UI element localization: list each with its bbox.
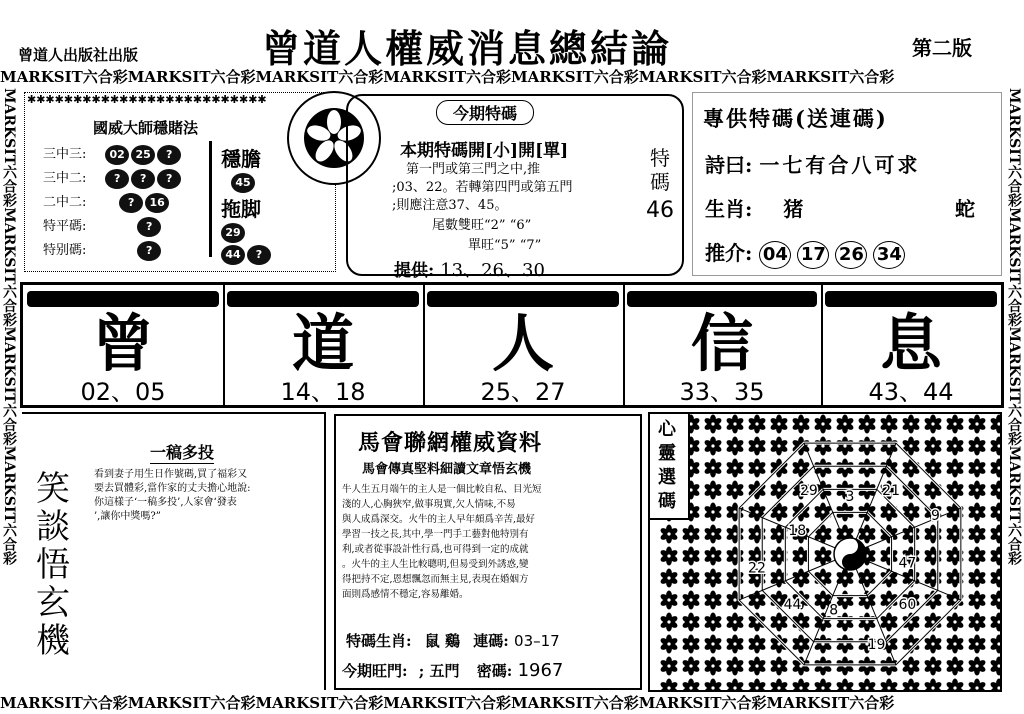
flower-icon <box>945 459 964 478</box>
flower-icon <box>923 547 942 566</box>
flower-icon <box>879 547 898 566</box>
article-line: 得把持不定,恩想飄忽而無主見,表現在婚姻方 <box>342 574 529 585</box>
flower-icon <box>967 613 986 632</box>
flower-icon <box>989 503 1000 522</box>
flower-icon <box>967 635 986 654</box>
flower-icon <box>967 679 986 690</box>
flower-icon <box>703 635 722 654</box>
big-char: 道 <box>291 307 354 380</box>
flower-icon <box>967 459 986 478</box>
ball: 02 <box>105 145 129 165</box>
flower-icon <box>725 635 744 654</box>
row-label: 特平碼: <box>43 219 87 234</box>
flower-icon <box>703 591 722 610</box>
article-line: 與人成爲深交。火牛的主人早年頗爲辛苦,最好 <box>342 514 536 525</box>
flower-icon <box>791 679 810 690</box>
flower-icon <box>967 415 986 434</box>
flower-icon <box>725 591 744 610</box>
big-cell <box>821 285 1001 405</box>
flower-icon <box>725 415 744 434</box>
flower-icon <box>703 569 722 588</box>
joke-panel <box>22 412 326 690</box>
big-cell <box>23 285 225 405</box>
article-line: 。火牛的主人生比較聰明,但易受到外誘惑,變 <box>342 559 529 570</box>
flower-icon <box>857 591 876 610</box>
row-label: 二中二: <box>43 195 87 210</box>
flower-icon <box>835 437 854 456</box>
big-nums: 33、35 <box>679 378 765 406</box>
flower-icon <box>835 591 854 610</box>
flower-icon <box>703 657 722 676</box>
flower-icon <box>967 525 986 544</box>
flower-icon <box>835 613 854 632</box>
divider <box>209 141 212 257</box>
row-tebie <box>43 241 163 261</box>
flower-icon <box>769 679 788 690</box>
poem-label: 詩曰: <box>705 153 753 177</box>
flower-icon <box>725 679 744 690</box>
exclusive-code-panel <box>692 92 1002 276</box>
flower-icon <box>923 525 942 544</box>
ball: ? <box>131 169 155 189</box>
open-line: 本期特碼開[小]開[單] <box>400 141 569 161</box>
flower-icon <box>725 459 744 478</box>
tema-zodiac: 鼠 鷄 <box>424 632 461 650</box>
flower-icon <box>703 613 722 632</box>
recommend-number: 26 <box>835 241 867 269</box>
flower-icon <box>923 481 942 500</box>
tema-label: 特碼 <box>650 146 670 194</box>
flower-icon <box>769 415 788 434</box>
row-label: 三中二: <box>43 171 87 186</box>
yin-yang-icon <box>834 538 866 570</box>
flower-icon <box>681 525 700 544</box>
panel-subtitle: 馬會傳真堅料細讀文章悟玄機 <box>362 462 532 477</box>
flower-icon <box>967 503 986 522</box>
dan-ball: 45 <box>231 173 255 193</box>
page-title: 曾道人權威消息總結論 <box>262 26 673 71</box>
flower-icon <box>879 679 898 690</box>
ball: ? <box>119 193 143 213</box>
text-line: ;03、22。若轉第四門或第五門 <box>392 180 573 195</box>
ball: ? <box>105 169 129 189</box>
flower-icon <box>813 437 832 456</box>
flower-icon <box>879 437 898 456</box>
spirit-label: 心靈選碼 <box>650 414 690 520</box>
top-banner: MARKSIT六合彩MARKSIT六合彩MARKSIT六合彩MARKSIT六合彩MARKSIT六合彩MARKSIT六合彩MARKSIT六合彩 <box>0 68 895 86</box>
flower-icon <box>703 415 722 434</box>
flower-icon <box>967 547 986 566</box>
recommend-number: 04 <box>759 241 791 269</box>
panel-title: 國威大師穩賭法 <box>93 119 199 137</box>
wangmen-label: 今期旺門: <box>342 662 408 680</box>
flower-icon <box>813 459 832 478</box>
joke-line: 要去買體彩,當作家的丈夫擔心地說: <box>94 483 251 494</box>
ball: 44 <box>221 245 245 265</box>
flower-icon <box>901 415 920 434</box>
article <box>342 482 542 602</box>
flower-icon <box>747 459 766 478</box>
flower-icon <box>901 679 920 690</box>
ball: 25 <box>131 145 155 165</box>
ball: 16 <box>145 193 169 213</box>
text-line: 單旺“5” “7” <box>468 238 542 253</box>
panel-heading: 專供特碼(送連碼) <box>703 106 888 131</box>
flower-icon <box>725 657 744 676</box>
ball: ? <box>157 145 181 165</box>
ball-strip <box>627 291 817 307</box>
right-side-banner: MARKSIT六合彩MARKSIT六合彩MARKSIT六合彩MARKSIT六合彩 <box>1006 88 1022 565</box>
wangmen: ; 五門 <box>418 662 460 680</box>
flower-icon <box>703 437 722 456</box>
flower-icon <box>857 415 876 434</box>
star-border: ✱✱✱✱✱✱✱✱✱✱✱✱✱✱✱✱✱✱✱✱✱✱✱✱✱✱ <box>27 93 267 106</box>
joke-title: 一稿多投 <box>150 440 214 464</box>
edition-label: 第二版 <box>912 36 972 60</box>
row-label: 特别碼: <box>43 243 87 258</box>
ball: ? <box>137 241 161 261</box>
special-code-panel <box>346 94 684 281</box>
flower-icon <box>659 547 678 566</box>
ring-number: 29 <box>799 483 818 500</box>
flower-icon <box>989 635 1000 654</box>
flower-icon <box>681 547 700 566</box>
wangmen-line <box>342 660 563 681</box>
big-nums: 14、18 <box>280 378 366 406</box>
provide-label: 提供: <box>394 261 435 281</box>
joke-line: 看到妻子用生日作號碼,買了福彩又 <box>94 469 248 480</box>
row-3in2 <box>43 169 183 189</box>
ball-strip <box>27 291 219 307</box>
flower-icon <box>945 415 964 434</box>
flower-icon <box>967 481 986 500</box>
lianma-label: 連碼: <box>473 632 509 650</box>
flower-icon <box>813 679 832 690</box>
flower-icon <box>879 613 898 632</box>
panel-title: 馬會聯網權威資料 <box>358 430 543 456</box>
row-teping <box>43 217 163 237</box>
flower-icon <box>681 591 700 610</box>
flower-icon <box>769 481 788 500</box>
flower-icon <box>769 437 788 456</box>
article-line: 利,或者從事設計性行爲,也可得到一定的成就 <box>342 544 529 555</box>
flower-icon <box>857 525 876 544</box>
flower-icon <box>725 437 744 456</box>
flower-icon <box>703 481 722 500</box>
flower-icon <box>945 679 964 690</box>
provide-line <box>394 256 545 282</box>
flower-icon <box>989 657 1000 676</box>
ring-number: 18 <box>788 522 807 539</box>
flower-icon <box>923 415 942 434</box>
flower-icon <box>923 657 942 676</box>
flower-icon <box>923 635 942 654</box>
flower-icon <box>923 437 942 456</box>
flower-icon <box>989 591 1000 610</box>
flower-icon <box>747 635 766 654</box>
big-char: 人 <box>491 307 554 380</box>
flower-icon <box>725 547 744 566</box>
ball-strip <box>427 291 619 307</box>
flower-icon <box>769 657 788 676</box>
ring-number: 9 <box>931 507 940 524</box>
flower-icon <box>989 481 1000 500</box>
flower-icon <box>835 459 854 478</box>
big-char: 信 <box>690 307 753 380</box>
flower-icon <box>703 525 722 544</box>
flower-icon <box>945 613 964 632</box>
flower-icon <box>681 613 700 632</box>
zodiac-line <box>705 193 995 222</box>
ring-number: 21 <box>882 483 901 500</box>
flower-icon <box>857 679 876 690</box>
flower-icon <box>659 569 678 588</box>
recommend-number: 34 <box>873 241 905 269</box>
flower-icon <box>659 613 678 632</box>
flower-icon <box>747 525 766 544</box>
ball: 29 <box>221 223 245 243</box>
flower-icon <box>769 635 788 654</box>
flower-icon <box>923 679 942 690</box>
poem-text: 一七有合八可求 <box>759 153 921 177</box>
ball: ? <box>137 217 161 237</box>
joke-line: ’,讓你中獎嗎?” <box>94 511 161 522</box>
poem-line <box>705 149 920 178</box>
mima: 1967 <box>517 660 564 681</box>
flower-icon <box>989 547 1000 566</box>
flower-icon <box>857 613 876 632</box>
big-cell <box>623 285 823 405</box>
flower-icon <box>901 657 920 676</box>
tuo-balls <box>221 221 301 265</box>
joke-line: 你這樣子‘一稿多投’,人家會‘發表 <box>94 497 237 508</box>
recommend-line <box>705 237 911 269</box>
flower-icon <box>791 459 810 478</box>
big-nums: 02、05 <box>80 378 166 406</box>
flower-icon <box>813 415 832 434</box>
flower-icon <box>747 657 766 676</box>
zodiac-label: 生肖: <box>705 197 753 221</box>
ring-number: 3 <box>845 489 855 505</box>
flower-icon <box>747 679 766 690</box>
flower-icon <box>945 657 964 676</box>
big-char: 曾 <box>91 307 154 380</box>
flower-icon <box>967 591 986 610</box>
ball: ? <box>157 169 181 189</box>
ball: ? <box>247 245 271 265</box>
flower-icon <box>681 635 700 654</box>
tema-zodiac-line <box>346 630 560 651</box>
flower-icon <box>747 437 766 456</box>
ball-strip <box>227 291 419 307</box>
article-line: 牛人生五月端午的主人是一個比較自私、目光短 <box>342 484 542 495</box>
recommend-number: 17 <box>797 241 829 269</box>
spirit-select-panel <box>648 412 1002 692</box>
flower-icon <box>835 635 854 654</box>
publisher-label: 曾道人出版社出版 <box>18 46 139 64</box>
tuo-jiao-label: 拖脚 <box>221 197 261 221</box>
lianma: 03–17 <box>514 632 560 650</box>
zodiac-2: 蛇 <box>955 197 975 221</box>
flower-icon <box>945 437 964 456</box>
big-nums: 25、27 <box>480 378 566 406</box>
ring-number: 8 <box>829 602 839 619</box>
ball-strip <box>825 291 997 307</box>
recommend-label: 推介: <box>705 241 753 265</box>
zodiac-1: 猪 <box>783 197 804 221</box>
flower-icon <box>989 415 1000 434</box>
flower-icon <box>791 415 810 434</box>
flower-icon <box>989 679 1000 690</box>
flower-icon <box>835 569 854 588</box>
flower-icon <box>681 679 700 690</box>
flower-icon <box>989 569 1000 588</box>
tema-number: 46 <box>646 198 674 223</box>
flower-icon <box>989 525 1000 544</box>
flower-icon <box>747 415 766 434</box>
mima-label: 密碼: <box>476 662 513 680</box>
row-label: 三中三: <box>43 147 87 162</box>
flower-icon <box>681 657 700 676</box>
ring-number: 44 <box>783 596 802 613</box>
provide-nums: 13、26、30 <box>440 260 545 281</box>
flower-icon <box>769 503 788 522</box>
octagon-flower-pattern <box>650 414 1000 690</box>
ring-number: 22 <box>748 560 766 577</box>
flower-icon <box>989 613 1000 632</box>
row-3in3 <box>43 145 183 165</box>
big-cell <box>223 285 425 405</box>
flower-icon <box>879 415 898 434</box>
big-nums: 43、44 <box>868 378 954 406</box>
flower-icon <box>901 525 920 544</box>
flower-icon <box>659 591 678 610</box>
flower-icon <box>989 437 1000 456</box>
article-line: 面則爲感情不穩定,容易離婚。 <box>342 589 469 600</box>
flower-icon <box>945 635 964 654</box>
text-line: 第一門或第三門之中,推 <box>406 162 541 177</box>
big-cell <box>423 285 625 405</box>
flower-icon <box>725 481 744 500</box>
flower-icon <box>857 437 876 456</box>
flower-icon <box>989 459 1000 478</box>
flower-icon <box>725 525 744 544</box>
article-line: 淺的人,心胸狹窄,做事現實,欠人情味,不易 <box>342 499 516 510</box>
flower-icon <box>659 635 678 654</box>
flower-icon <box>835 679 854 690</box>
ring-number: 47 <box>898 555 917 572</box>
big-char-row <box>20 282 1004 408</box>
flower-icon <box>703 459 722 478</box>
article-line: 學習一技之長,其中,學一門手工藝對他特別有 <box>342 529 529 540</box>
flower-icon <box>901 459 920 478</box>
left-side-banner: MARKSIT六合彩MARKSIT六合彩MARKSIT六合彩MARKSIT六合彩 <box>1 88 17 565</box>
tema-zodiac-label: 特碼生肖: <box>346 632 412 650</box>
flower-icon <box>835 415 854 434</box>
flower-icon <box>659 657 678 676</box>
flower-icon <box>703 503 722 522</box>
flower-icon <box>923 569 942 588</box>
text-line: 尾數雙旺“2” “6” <box>432 218 532 233</box>
flower-icon <box>967 437 986 456</box>
row-2in2 <box>43 193 171 213</box>
jockey-club-panel <box>334 414 642 690</box>
flower-icon <box>813 635 832 654</box>
flower-icon <box>725 613 744 632</box>
flower-icon <box>703 679 722 690</box>
wen-dan-label: 穩膽 <box>221 147 261 171</box>
flower-icon <box>659 525 678 544</box>
flower-icon <box>967 569 986 588</box>
flower-icon <box>681 569 700 588</box>
flower-icon <box>967 657 986 676</box>
vertical-title: 笑談悟玄機 <box>36 469 70 661</box>
flower-icon <box>879 503 898 522</box>
flower-icon <box>857 459 876 478</box>
flower-icon <box>659 679 678 690</box>
panel-heading: 今期特碼 <box>436 100 534 125</box>
ring-number: 19 <box>867 637 886 654</box>
bottom-banner: MARKSIT六合彩MARKSIT六合彩MARKSIT六合彩MARKSIT六合彩MARKSIT六合彩MARKSIT六合彩MARKSIT六合彩 <box>0 694 895 712</box>
big-char: 息 <box>879 307 942 380</box>
flower-icon <box>747 613 766 632</box>
ring-number: 60 <box>898 596 917 613</box>
flower-icon <box>879 569 898 588</box>
flower-icon <box>725 569 744 588</box>
flower-icon <box>703 547 722 566</box>
text-line: ;則應注意37、45。 <box>392 198 508 213</box>
joke-text <box>94 468 251 524</box>
